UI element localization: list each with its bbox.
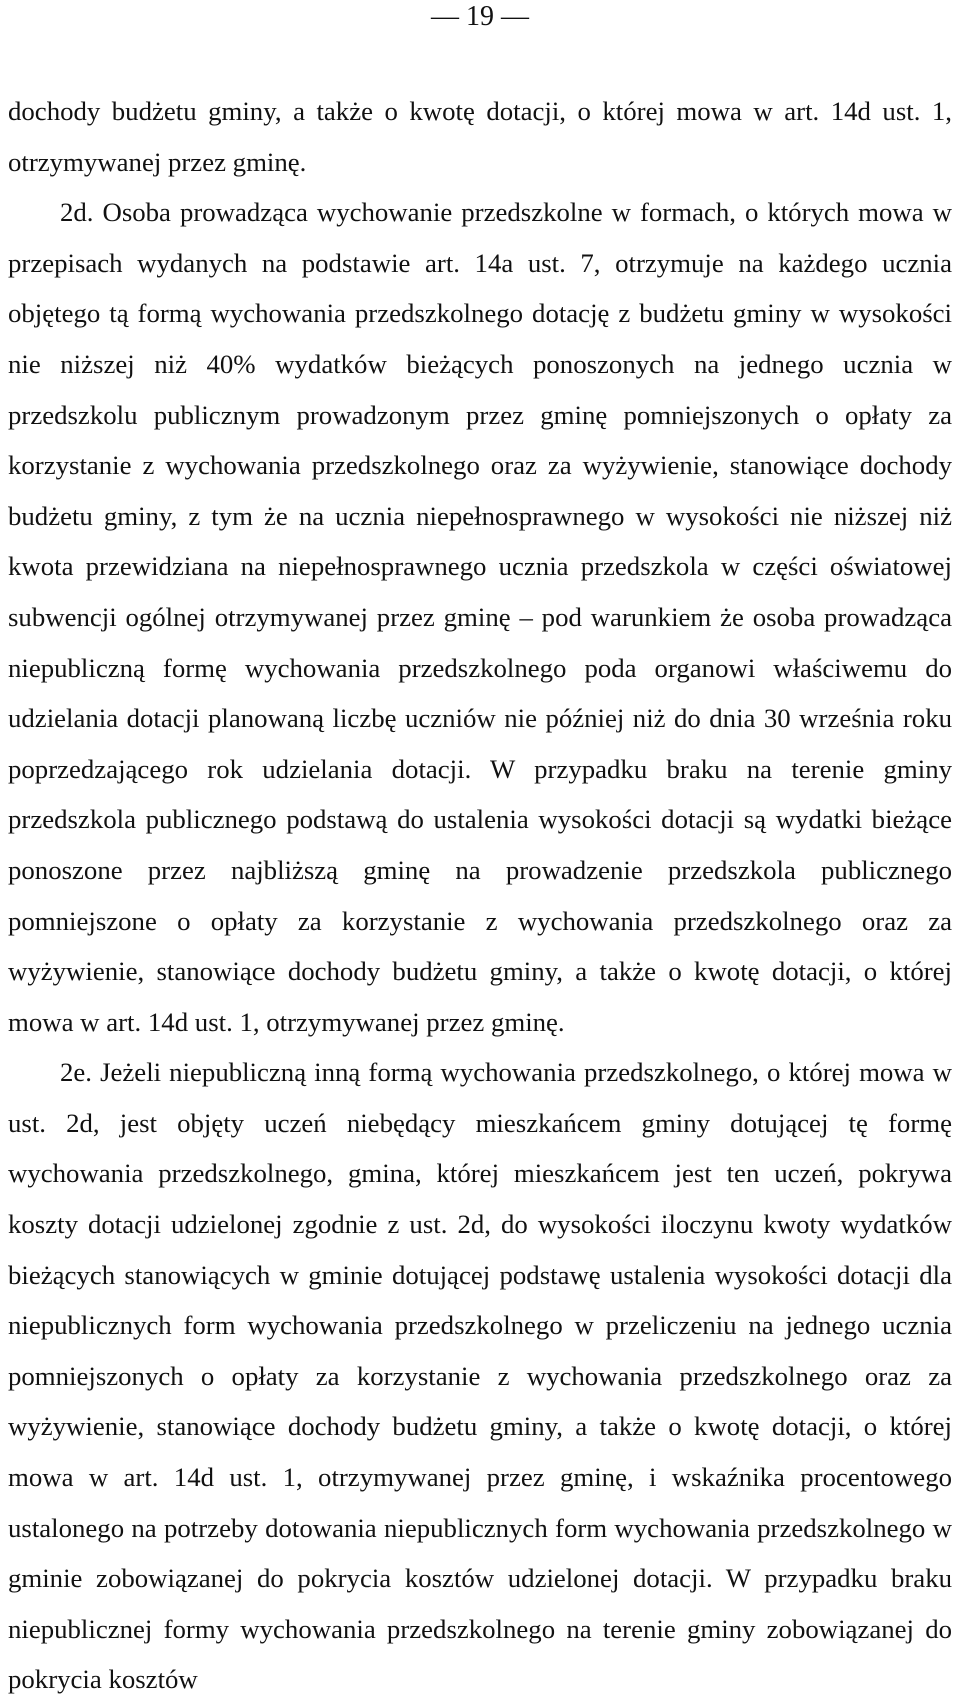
paragraph-2d: 2d. Osoba prowadząca wychowanie przedszkolne w formach, o których mowa w przepisach wydanych na podstawie art. 14a ust. 7, otrzymuje na każdego ucznia objętego tą formą wychowania przedszkolnego dotację z budżetu gminy w wysokości nie niższej niż 40% wydatków bieżących ponoszonych na jednego ucznia w przedszkolu publicznym prowadzonym przez gminę pomniejszonych o opłaty za korzystanie z wychowania przedszkolnego oraz za wyżywienie, stanowiące dochody budżetu gminy, z tym że na ucznia niepełnosprawnego w wysokości nie niższej niż kwota przewidziana na niepełnosprawnego ucznia przedszkola w części oświatowej subwencji ogólnej otrzymywanej przez gminę – pod warunkiem że osoba prowadząca niepubliczną formę wychowania przedszkolnego poda organowi właściwemu do udzielania dotacji planowaną liczbę uczniów nie później niż do dnia 30 września roku poprzedzającego rok udzielania dotacji. W przypadku braku na terenie gminy przedszkola publicznego podstawą do ustalenia wysokości dotacji są wydatki bieżące ponoszone przez najbliższą gminę na prowadzenie przedszkola publicznego pomniejszone o opłaty za korzystanie z wychowania przedszkolnego oraz za wyżywienie, stanowiące dochody budżetu gminy, a także o kwotę dotacji, o której mowa w art. 14d ust. 1, otrzymywanej przez gminę. [8,197,952,1037]
paragraph-continuation: dochody budżetu gminy, a także o kwotę dotacji, o której mowa w art. 14d ust. 1, otrzymywanej przez gminę. [8,96,952,177]
page-number: — 19 — [431,1,529,32]
paragraph-2e: 2e. Jeżeli niepubliczną inną formą wychowania przedszkolnego, o której mowa w ust. 2d, jest objęty uczeń niebędący mieszkańcem gminy dotującej tę formę wychowania przedszkolnego, gmina, której mieszkańcem jest ten uczeń, pokrywa koszty dotacji udzielonej zgodnie z ust. 2d, do wysokości iloczynu kwoty wydatków bieżących stanowiących w gminie dotującej podstawę ustalenia wysokości dotacji dla niepublicznych form wychowania przedszkolnego w przeliczeniu na jednego ucznia pomniejszonych o opłaty za korzystanie z wychowania przedszkolnego oraz za wyżywienie, stanowiące dochody budżetu gminy, a także o kwotę dotacji, o której mowa w art. 14d ust. 1, otrzymywanej przez gminę, i wskaźnika procentowego ustalonego na potrzeby dotowania niepublicznych form wychowania przedszkolnego w gminie zobowiązanej do pokrycia kosztów udzielonej dotacji. W przypadku braku niepublicznej formy wychowania przedszkolnego na terenie gminy zobowiązanej do pokrycia kosztów [8,1057,952,1695]
page-header [0,0,960,40]
body-text [8,86,952,1705]
